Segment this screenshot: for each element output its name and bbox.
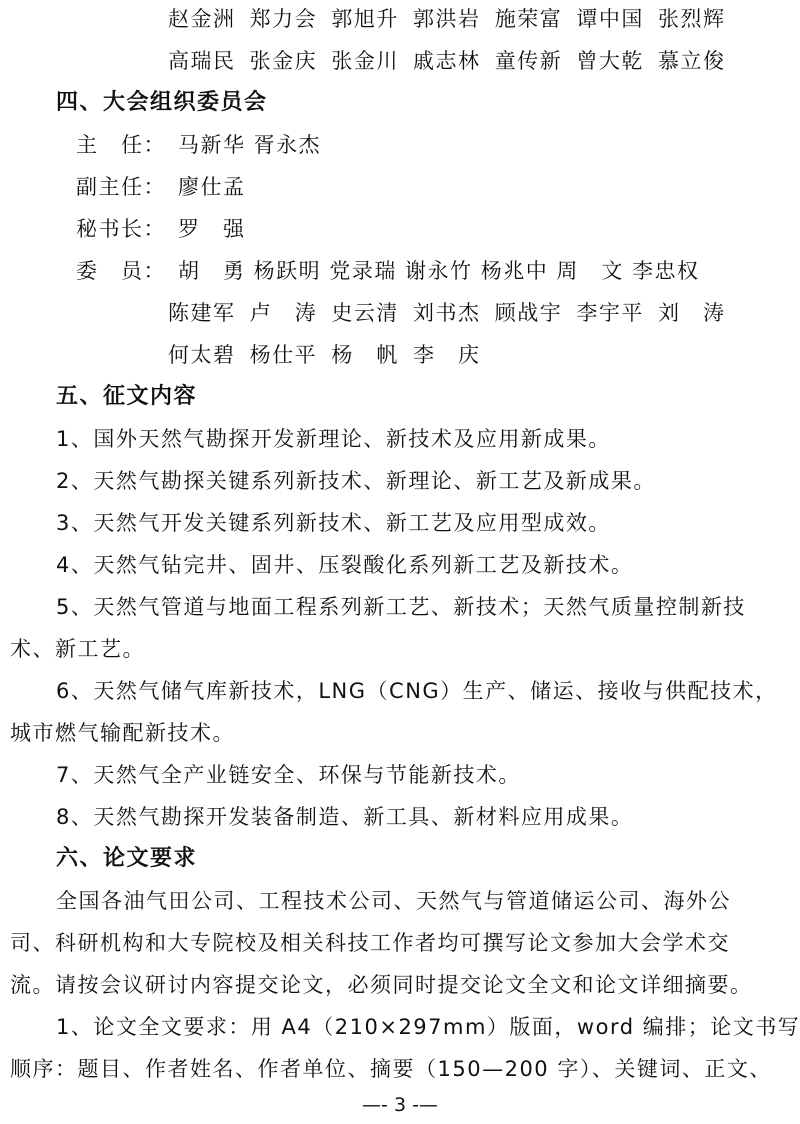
member-row: 赵金洲 郑力会 郭旭升 郭洪岩 施荣富 谭中国 张烈辉 [168, 7, 726, 31]
list-item-continued: 城市燃气输配新技术。 [10, 721, 235, 745]
role-label: 秘书长： [76, 217, 166, 241]
section-heading: 六、论文要求 [56, 846, 198, 871]
list-item: 2、天然气勘探关键系列新技术、新理论、新工艺及新成果。 [56, 469, 656, 493]
role-label: 委 员： [76, 259, 166, 283]
paragraph-line: 流。请按会议研讨内容提交论文，必须同时提交论文全文和论文详细摘要。 [10, 973, 753, 997]
list-item: 1、国外天然气勘探开发新理论、新技术及应用新成果。 [56, 427, 611, 451]
list-item-continued: 术、新工艺。 [10, 637, 145, 661]
section-heading: 四、大会组织委员会 [56, 90, 268, 115]
list-item: 7、天然气全产业链安全、环保与节能新技术。 [56, 763, 521, 787]
paragraph-line: 顺序：题目、作者姓名、作者单位、摘要（150—200 字）、关键词、正文、 [10, 1057, 772, 1081]
page-number: —- 3 -— [362, 1094, 438, 1116]
role-value: 胡 勇 杨跃明 党录瑞 谢永竹 杨兆中 周 文 李忠权 [178, 259, 700, 283]
role-value: 马新华 胥永杰 [178, 133, 322, 157]
paragraph-line: 1、论文全文要求：用 A4（210×297mm）版面，word 编排；论文书写 [56, 1015, 800, 1039]
list-item: 6、天然气储气库新技术，LNG（CNG）生产、储运、接收与供配技术， [56, 679, 778, 703]
list-item: 4、天然气钻完井、固井、压裂酸化系列新工艺及新技术。 [56, 553, 634, 577]
member-row: 高瑞民 张金庆 张金川 戚志林 童传新 曾大乾 慕立俊 [168, 49, 726, 73]
role-label: 副主任： [76, 175, 166, 199]
paragraph-line: 司、科研机构和大专院校及相关科技工作者均可撰写论文参加大会学术交 [10, 931, 730, 955]
list-item: 3、天然气开发关键系列新技术、新工艺及应用型成效。 [56, 511, 611, 535]
list-item: 8、天然气勘探开发装备制造、新工具、新材料应用成果。 [56, 805, 634, 829]
list-item: 5、天然气管道与地面工程系列新工艺、新技术；天然气质量控制新技 [56, 595, 746, 619]
role-value: 廖仕孟 [178, 175, 246, 199]
paragraph-line: 全国各油气田公司、工程技术公司、天然气与管道储运公司、海外公 [56, 889, 731, 913]
member-row: 陈建军 卢 涛 史云清 刘书杰 顾战宇 李宇平 刘 涛 [168, 301, 726, 325]
section-heading: 五、征文内容 [56, 384, 198, 409]
role-value: 罗 强 [178, 217, 246, 241]
role-label: 主 任： [76, 133, 166, 157]
member-row: 何太碧 杨仕平 杨 帆 李 庆 [168, 343, 481, 367]
